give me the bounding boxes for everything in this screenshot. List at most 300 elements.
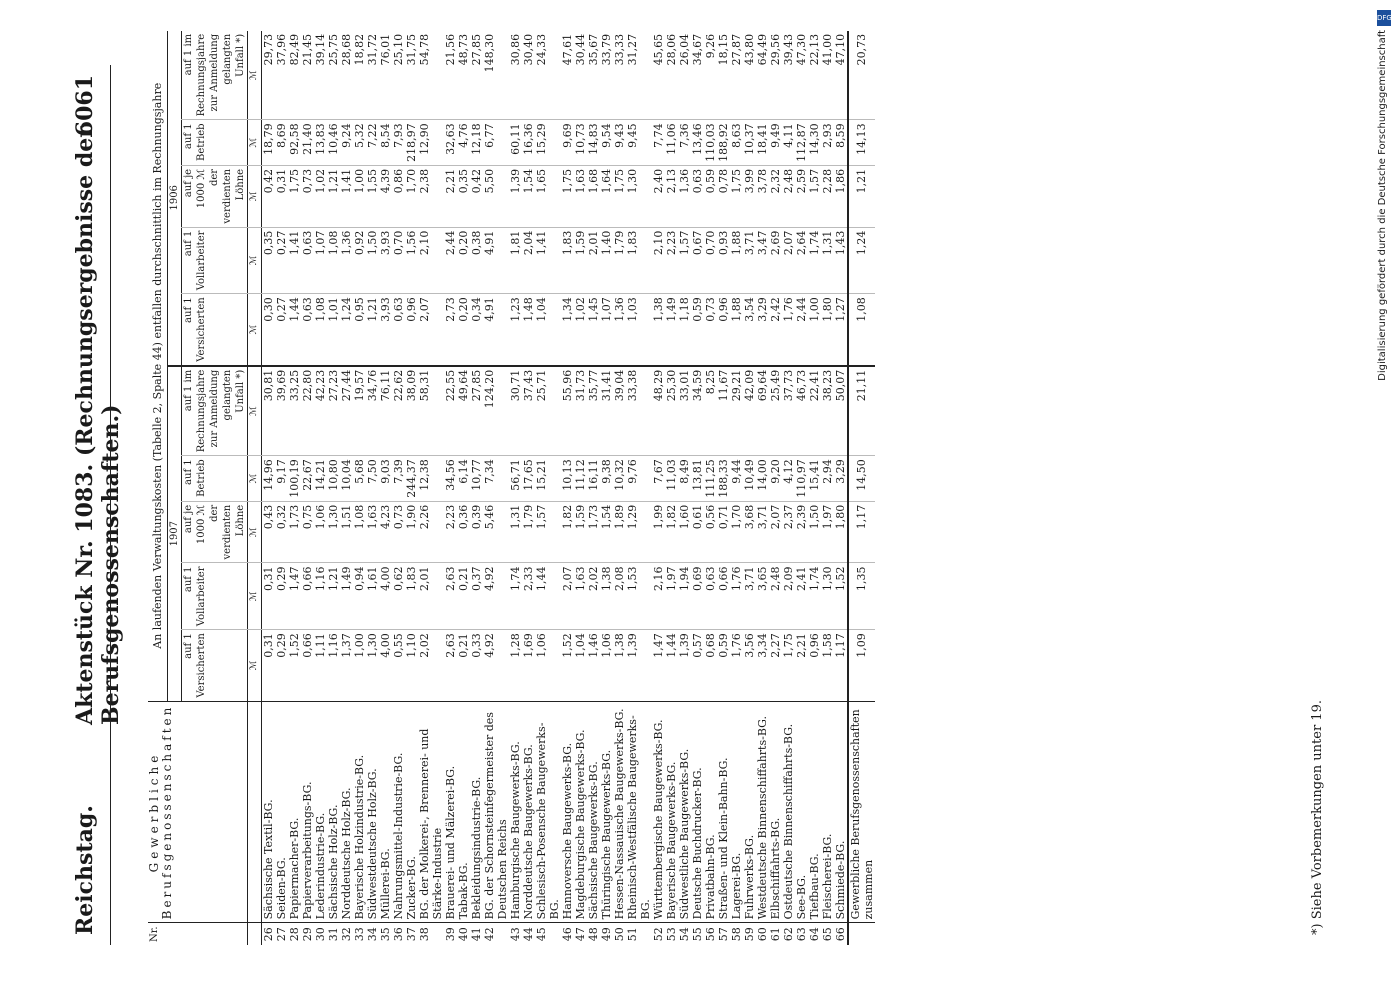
table-row: [678, 31, 691, 945]
row-name: Sächsische Textil-BG.: [262, 701, 276, 923]
value-cell: 9,26: [704, 33, 717, 59]
row-nr: 36: [392, 923, 405, 945]
table-row: [483, 31, 509, 945]
value-cell: 1,86: [834, 165, 848, 227]
value-cell: 1,27: [834, 294, 848, 366]
value-cell: 1,40: [600, 227, 613, 294]
value-cell: 1,46: [587, 630, 600, 701]
value-cell: 15,41: [808, 456, 821, 502]
value-cell: 1,44: [288, 294, 301, 366]
table-row: [509, 31, 522, 945]
value-cell: 10,37: [743, 120, 756, 166]
value-cell: 1,70: [405, 165, 418, 227]
value-cell: 0,78: [717, 165, 730, 227]
value-cell: 38,09: [405, 366, 418, 456]
value-cell: 0,31: [262, 630, 276, 701]
value-cell: 0,20: [457, 294, 470, 366]
value-cell: 76,01: [379, 33, 392, 66]
row-nr: 27: [275, 923, 288, 945]
value-cell: 1,06: [600, 630, 613, 701]
value-cell: 1,38: [600, 563, 613, 630]
value-cell: 0,31: [262, 563, 276, 630]
value-cell: 19,57: [353, 366, 366, 456]
row-name: Rheinisch-Westfälische Baugewerks-BG.: [626, 701, 652, 923]
value-cell: 0,66: [301, 563, 314, 630]
col-nr: Nr.: [148, 923, 248, 945]
table-row: [366, 31, 379, 945]
value-cell: 1,59: [574, 501, 587, 563]
value-cell: 1,16: [314, 563, 327, 630]
value-cell: 0,73: [392, 501, 405, 563]
value-cell: 1,90: [405, 501, 418, 563]
value-cell: 30,40: [522, 33, 535, 66]
row-name: Hannoversche Baugewerks-BG.: [561, 701, 574, 923]
value-cell: 2,48: [769, 563, 782, 630]
table-row: [314, 31, 327, 945]
value-cell: 10,77: [470, 456, 483, 502]
col-name-line2: Berufsgenossenschaften: [160, 704, 174, 920]
row-nr: 47: [574, 923, 587, 945]
table-row: [730, 31, 743, 945]
value-cell: 1,69: [522, 630, 535, 701]
table-row: [301, 31, 314, 945]
value-cell: 2,01: [418, 563, 444, 630]
value-cell: 5,50: [483, 165, 509, 227]
total-value-cell: 1,35: [848, 563, 875, 630]
value-cell: 0,96: [717, 294, 730, 366]
value-cell: 30,44: [574, 33, 587, 66]
value-cell: 244,37: [405, 456, 418, 502]
value-cell: 0,59: [691, 294, 704, 366]
table-row: [613, 31, 626, 945]
row-name: Tabak-BG.: [457, 701, 470, 923]
value-cell: 56,71: [509, 456, 522, 502]
value-cell: 0,73: [704, 294, 717, 366]
row-nr: 62: [782, 923, 795, 945]
value-cell: 0,42: [262, 165, 276, 227]
value-cell: 1,36: [613, 294, 626, 366]
value-cell: 1,30: [327, 501, 340, 563]
row-name: Schmiede-BG.: [834, 701, 848, 923]
value-cell: 1,65: [535, 165, 561, 227]
value-cell: 0,93: [717, 227, 730, 294]
value-cell: 27,85: [470, 366, 483, 456]
value-cell: 1,38: [652, 294, 665, 366]
value-cell: 54,78: [418, 33, 431, 66]
value-cell: 18,41: [756, 120, 769, 166]
value-cell: 4,11: [782, 120, 795, 166]
value-cell: 22,67: [301, 456, 314, 502]
value-cell: 3,93: [379, 227, 392, 294]
value-cell: 3,99: [743, 165, 756, 227]
row-nr: 40: [457, 923, 470, 945]
table-row: [535, 31, 561, 945]
value-cell: 5,32: [353, 120, 366, 166]
value-cell: 1,81: [509, 227, 522, 294]
row-name: Westdeutsche Binnenschiffahrts-BG.: [756, 701, 769, 923]
value-cell: 1,44: [535, 563, 561, 630]
value-cell: 92,58: [288, 120, 301, 166]
row-nr: 48: [587, 923, 600, 945]
value-cell: 1,89: [613, 501, 626, 563]
row-nr: 46: [561, 923, 574, 945]
value-cell: 60,11: [509, 120, 522, 166]
value-cell: 1,39: [626, 630, 652, 701]
value-cell: 2,04: [522, 227, 535, 294]
value-cell: 0,94: [353, 563, 366, 630]
row-name: BG. der Molkerei-, Brennerei- und Stärke-Industrie: [418, 701, 444, 923]
value-cell: 69,64: [756, 366, 769, 456]
value-cell: 2,23: [665, 227, 678, 294]
value-cell: 1,38: [613, 630, 626, 701]
value-cell: 4,91: [483, 227, 509, 294]
row-nr: 41: [470, 923, 483, 945]
value-cell: 100,19: [288, 456, 301, 502]
value-cell: 34,76: [366, 366, 379, 456]
value-cell: 0,63: [691, 165, 704, 227]
value-cell: 27,44: [340, 366, 353, 456]
value-cell: 1,76: [730, 563, 743, 630]
value-cell: 1,29: [626, 501, 652, 563]
value-cell: 1,52: [288, 630, 301, 701]
value-cell: 0,66: [717, 563, 730, 630]
total-value-cell: 14,50: [848, 456, 875, 502]
table-row: [470, 31, 483, 945]
value-cell: 0,61: [691, 501, 704, 563]
row-name: Thüringische Baugewerks-BG.: [600, 701, 613, 923]
row-name: Schlesisch-Posensche Baugewerks-BG.: [535, 701, 561, 923]
row-name: Fleischerei-BG.: [821, 701, 834, 923]
table-row: [587, 31, 600, 945]
value-cell: 21,56: [444, 33, 457, 66]
value-cell: 1,50: [808, 501, 821, 563]
value-cell: 1,21: [366, 294, 379, 366]
value-cell: 1,88: [730, 227, 743, 294]
value-cell: 4,23: [379, 501, 392, 563]
table-row: [691, 31, 704, 945]
value-cell: 11,12: [574, 456, 587, 502]
value-cell: 47,61: [561, 33, 574, 66]
value-cell: 1,24: [340, 294, 353, 366]
page-number: 6061: [72, 75, 98, 137]
value-cell: 13,81: [691, 456, 704, 502]
value-cell: 29,21: [730, 366, 743, 456]
value-cell: 2,32: [769, 165, 782, 227]
value-cell: 3,65: [756, 563, 769, 630]
value-cell: 2,16: [652, 563, 665, 630]
row-name: Deutsche Buchdrucker-BG.: [691, 701, 704, 923]
value-cell: 14,21: [314, 456, 327, 502]
row-name: Bayerische Holzindustrie-BG.: [353, 701, 366, 923]
row-name: Sächsische Baugewerks-BG.: [587, 701, 600, 923]
value-cell: 1,76: [782, 294, 795, 366]
value-cell: 8,63: [730, 120, 743, 166]
value-cell: 1,74: [509, 563, 522, 630]
value-cell: 2,39: [795, 501, 808, 563]
table-row: [665, 31, 678, 945]
table-row: [275, 31, 288, 945]
row-nr: 31: [327, 923, 340, 945]
value-cell: 38,23: [821, 366, 834, 456]
row-name: Norddeutsche Holz-BG.: [340, 701, 353, 923]
value-cell: 0,62: [392, 563, 405, 630]
value-cell: 1,74: [808, 563, 821, 630]
value-cell: 1,79: [522, 501, 535, 563]
table-row: [444, 31, 457, 945]
row-nr: 43: [509, 923, 522, 945]
table-row: [834, 31, 848, 945]
value-cell: 1,63: [366, 501, 379, 563]
table-row: [704, 31, 717, 945]
value-cell: 3,71: [743, 227, 756, 294]
value-cell: 46,73: [795, 366, 808, 456]
value-cell: 0,57: [691, 630, 704, 701]
table-row: [522, 31, 535, 945]
col-c5-a: auf 1 im Rechnungsjahre zur Anmeldung gelangten Unfall *): [182, 366, 248, 456]
value-cell: 7,36: [678, 120, 691, 166]
value-cell: 1,21: [327, 563, 340, 630]
value-cell: 1,59: [574, 227, 587, 294]
value-cell: 1,08: [314, 294, 327, 366]
value-cell: 10,13: [561, 456, 574, 502]
value-cell: 30,81: [262, 366, 276, 456]
value-cell: 0,21: [457, 630, 470, 701]
row-nr: 49: [600, 923, 613, 945]
value-cell: 2,07: [418, 294, 444, 366]
value-cell: 1,47: [652, 630, 665, 701]
value-cell: 0,20: [457, 227, 470, 294]
value-cell: 188,92: [717, 120, 730, 166]
value-cell: 11,06: [665, 120, 678, 166]
value-cell: 0,73: [301, 165, 314, 227]
value-cell: 33,33: [613, 33, 626, 66]
value-cell: 1,97: [665, 563, 678, 630]
row-nr: 39: [444, 923, 457, 945]
value-cell: 4,12: [782, 456, 795, 502]
value-cell: 1,94: [678, 563, 691, 630]
year-1907: 1907: [168, 366, 182, 701]
value-cell: 1,75: [782, 630, 795, 701]
table-row: [561, 31, 574, 945]
col-name: [148, 701, 248, 923]
table-row: [756, 31, 769, 945]
value-cell: 2,21: [444, 165, 457, 227]
value-cell: 3,78: [756, 165, 769, 227]
value-cell: 55,96: [561, 366, 574, 456]
value-cell: 1,57: [808, 165, 821, 227]
value-cell: 0,27: [275, 294, 288, 366]
table-row: [652, 31, 665, 945]
value-cell: 12,38: [418, 456, 444, 502]
value-cell: 1,02: [574, 294, 587, 366]
value-cell: 32,63: [444, 120, 457, 166]
value-cell: 39,14: [314, 33, 327, 66]
value-cell: 33,79: [600, 33, 613, 66]
value-cell: 2,44: [795, 294, 808, 366]
value-cell: 9,76: [626, 456, 652, 502]
value-cell: 1,28: [509, 630, 522, 701]
value-cell: 0,66: [301, 630, 314, 701]
total-value-cell: 14,13: [848, 120, 875, 166]
value-cell: 0,63: [704, 563, 717, 630]
value-cell: 0,30: [262, 294, 276, 366]
value-cell: 2,48: [782, 165, 795, 227]
row-name: Elbschiffahrts-BG.: [769, 701, 782, 923]
value-cell: 0,59: [717, 630, 730, 701]
value-cell: 1,36: [678, 165, 691, 227]
header-title: Aktenstück Nr. 1083. (Rechnungsergebnisse der Berufsgenossenschaften.): [72, 126, 124, 725]
value-cell: 9,49: [769, 120, 782, 166]
value-cell: 0,33: [470, 630, 483, 701]
value-cell: 10,32: [613, 456, 626, 502]
value-cell: 31,73: [574, 366, 587, 456]
value-cell: 22,55: [444, 366, 457, 456]
value-cell: 25,30: [665, 366, 678, 456]
value-cell: 21,40: [301, 120, 314, 166]
value-cell: 111,25: [704, 456, 717, 502]
value-cell: 1,88: [730, 294, 743, 366]
value-cell: 82,49: [288, 33, 301, 66]
value-cell: 0,96: [808, 630, 821, 701]
value-cell: 1,79: [613, 227, 626, 294]
row-nr: 30: [314, 923, 327, 945]
value-cell: 1,54: [522, 165, 535, 227]
table-row: [327, 31, 340, 945]
row-name: Fuhrwerks-BG.: [743, 701, 756, 923]
rotated-page: [70, 35, 1360, 975]
value-cell: 29,56: [769, 33, 782, 66]
col-c4-a: auf 1 Betrieb: [182, 456, 248, 502]
value-cell: 9,69: [561, 120, 574, 166]
value-cell: 39,43: [782, 33, 795, 66]
value-cell: 33,01: [678, 366, 691, 456]
value-cell: 1,83: [561, 227, 574, 294]
value-cell: 2,07: [769, 501, 782, 563]
row-name: Lagerei-BG.: [730, 701, 743, 923]
value-cell: 1,75: [613, 165, 626, 227]
value-cell: 1,00: [353, 630, 366, 701]
value-cell: 0,59: [704, 165, 717, 227]
value-cell: 1,49: [340, 563, 353, 630]
value-cell: 24,33: [535, 33, 548, 66]
total-value-cell: 21,11: [848, 366, 875, 456]
value-cell: 13,46: [691, 120, 704, 166]
row-nr: 66: [834, 923, 848, 945]
table-row: [626, 31, 652, 945]
value-cell: 2,40: [652, 165, 665, 227]
unit-cell: ℳ: [248, 165, 262, 227]
value-cell: 1,48: [522, 294, 535, 366]
value-cell: 2,02: [418, 630, 444, 701]
row-name: Bayerische Baugewerks-BG.: [665, 701, 678, 923]
table-row: [353, 31, 366, 945]
value-cell: 1,53: [626, 563, 652, 630]
value-cell: 2,73: [444, 294, 457, 366]
value-cell: 9,38: [600, 456, 613, 502]
value-cell: 0,36: [457, 501, 470, 563]
value-cell: 2,07: [782, 227, 795, 294]
value-cell: 18,82: [353, 33, 366, 66]
value-cell: 9,43: [613, 120, 626, 166]
value-cell: 0,29: [275, 630, 288, 701]
value-cell: 2,37: [782, 501, 795, 563]
value-cell: 5,68: [353, 456, 366, 502]
col-c5-b: auf 1 im Rechnungsjahre zur Anmeldung gelangten Unfall *): [183, 33, 246, 117]
value-cell: 41,00: [821, 33, 834, 66]
row-name: Zucker-BG.: [405, 701, 418, 923]
unit-cell: ℳ: [248, 456, 262, 502]
value-cell: 1,30: [366, 630, 379, 701]
value-cell: 0,86: [392, 165, 405, 227]
value-cell: 11,03: [665, 456, 678, 502]
value-cell: 0,67: [691, 227, 704, 294]
value-cell: 1,73: [587, 501, 600, 563]
value-cell: 188,33: [717, 456, 730, 502]
row-nr: 60: [756, 923, 769, 945]
value-cell: 12,90: [418, 120, 444, 166]
value-cell: 1,39: [678, 630, 691, 701]
row-name: Norddeutsche Baugewerks-BG.: [522, 701, 535, 923]
value-cell: 2,41: [795, 563, 808, 630]
value-cell: 0,95: [353, 294, 366, 366]
value-cell: 27,23: [327, 366, 340, 456]
row-nr: 53: [665, 923, 678, 945]
value-cell: 0,39: [470, 501, 483, 563]
value-cell: 15,29: [535, 120, 561, 166]
value-cell: 10,73: [574, 120, 587, 166]
value-cell: 31,41: [600, 366, 613, 456]
value-cell: 50,07: [834, 366, 848, 456]
value-cell: 3,54: [743, 294, 756, 366]
value-cell: 1,60: [678, 501, 691, 563]
value-cell: 9,44: [730, 456, 743, 502]
value-cell: 2,44: [444, 227, 457, 294]
value-cell: 112,87: [795, 120, 808, 166]
row-nr: 65: [821, 923, 834, 945]
value-cell: 33,38: [626, 366, 652, 456]
value-cell: 45,65: [652, 33, 665, 66]
footnote: *) Siehe Vorbemerkungen unter 19.: [1310, 700, 1325, 935]
value-cell: 110,97: [795, 456, 808, 502]
value-cell: 1,99: [652, 501, 665, 563]
value-cell: 0,21: [457, 563, 470, 630]
value-cell: 0,63: [301, 294, 314, 366]
value-cell: 26,04: [678, 33, 691, 66]
value-cell: 1,01: [327, 294, 340, 366]
row-nr: 58: [730, 923, 743, 945]
dfg-note: [1377, 10, 1391, 710]
value-cell: 0,29: [275, 563, 288, 630]
value-cell: 0,96: [405, 294, 418, 366]
value-cell: 8,54: [379, 120, 392, 166]
value-cell: 1,44: [665, 630, 678, 701]
value-cell: 7,67: [652, 456, 665, 502]
value-cell: 7,93: [392, 120, 405, 166]
value-cell: 1,34: [561, 294, 574, 366]
unit-cell: ℳ: [248, 630, 262, 701]
value-cell: 33,25: [288, 366, 301, 456]
value-cell: 25,71: [535, 366, 561, 456]
value-cell: 31,75: [405, 33, 418, 66]
table-row: [262, 31, 276, 945]
value-cell: 1,31: [509, 501, 522, 563]
value-cell: 34,56: [444, 456, 457, 502]
row-nr: 32: [340, 923, 353, 945]
value-cell: 1,63: [574, 165, 587, 227]
value-cell: 4,39: [379, 165, 392, 227]
value-cell: 1,75: [730, 165, 743, 227]
value-cell: 7,39: [392, 456, 405, 502]
